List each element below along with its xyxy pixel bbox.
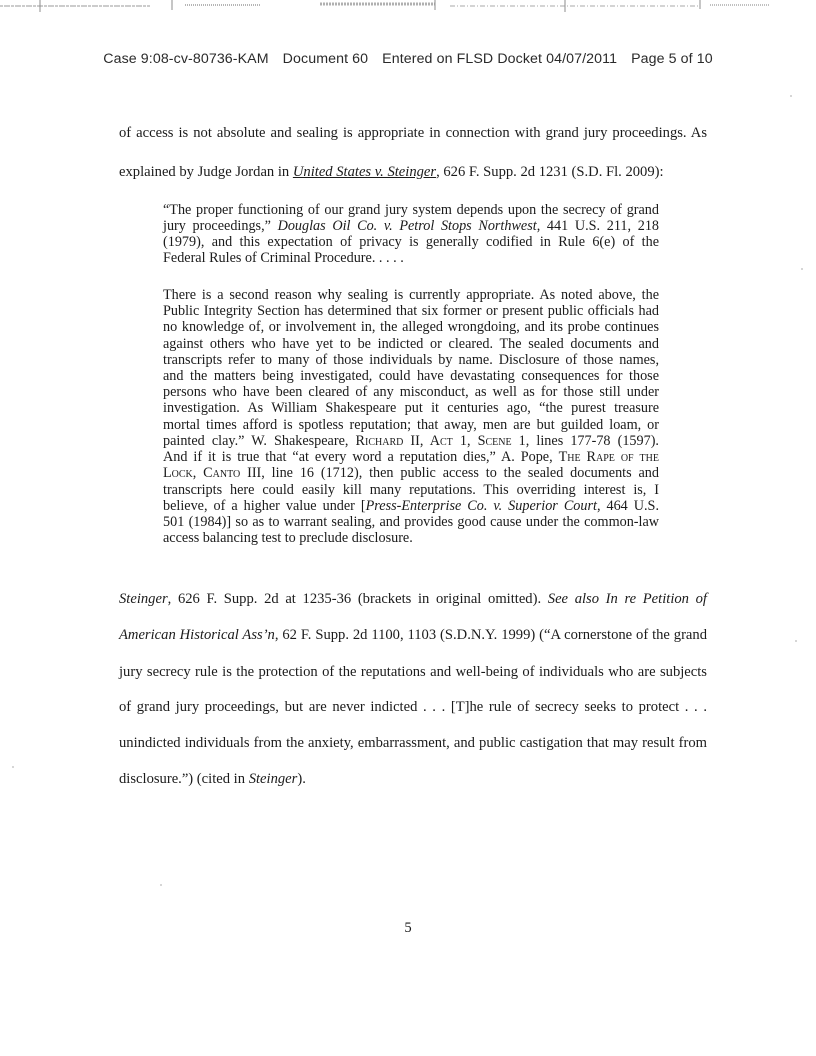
docket-header (0, 51, 816, 67)
quote-line: Federal Rules of Criminal Procedure. . . . . (163, 250, 404, 266)
page-number: 5 (404, 920, 412, 936)
scan-artifact-top (0, 0, 816, 14)
quote-line: jury proceedings,” Douglas Oil Co. v. Petrol Stops Northwest, 441 U.S. 211, 218 (163, 218, 660, 234)
quote-line: investigation. As William Shakespeare put it centuries ago, “the purest treasure (163, 400, 659, 416)
quote-line: Lock, Canto III, line 16 (1712), then public access to the sealed documents and (163, 465, 659, 481)
quote-line: painted clay.” W. Shakespeare, Richard II, Act 1, Scene 1, lines 177-78 (1597). (163, 433, 659, 449)
header-entered-date: Entered on FLSD Docket 04/07/2011 (382, 51, 618, 67)
case-citation: See also In re Petition of (547, 591, 707, 607)
body-line: American Historical Ass’n, 62 F. Supp. 2d 1100, 1103 (S.D.N.Y. 1999) (“A cornerstone of the grand (119, 627, 708, 643)
scan-speck (801, 268, 803, 270)
work-title: The Rape of the (558, 449, 659, 465)
body-line: of grand jury proceedings, but are never indicted . . . [T]he rule of secrecy seeks to protect . . . (119, 699, 707, 715)
body-line: unindicted individuals from the anxiety, embarrassment, and public castigation that may result from (119, 735, 707, 751)
scan-speck (795, 640, 797, 642)
quote-line: Public Integrity Section has determined that six former or present public officials had (163, 303, 659, 319)
case-citation: Press-Enterprise Co. v. Superior Court (365, 498, 597, 514)
work-title: Richard II, Act 1, Scene 1 (355, 433, 526, 449)
quote-line: and the matters being investigated, could have devastating consequences for those (163, 368, 659, 384)
case-citation: Douglas Oil Co. v. Petrol Stops Northwest (277, 218, 537, 234)
case-citation: Steinger (119, 591, 168, 607)
quote-line: against others who have yet to be indicted or cleared. The sealed documents and (163, 336, 659, 352)
quote-line: mortal times afford is spotless reputation; that away, men are but guilded loam, or (163, 417, 659, 433)
body-line: jury secrecy rule is the protection of the reputations and well-being of individuals who are subjects (119, 664, 707, 680)
quote-line: transcripts here could easily kill many reputations. This overriding interest is, I (163, 482, 659, 498)
case-citation: American Historical Ass’n (119, 627, 275, 643)
header-case-number: Case 9:08-cv-80736-KAM (103, 51, 269, 67)
quote-line: 501 (1984)] so as to warrant sealing, and provides good cause under the common-law (163, 514, 659, 530)
quote-line: believe, of a higher value under [Press-Enterprise Co. v. Superior Court, 464 U.S. (163, 498, 659, 514)
quote-line: transcripts refer to many of those individuals by name. Disclosure of those names, (163, 352, 659, 368)
body-line: of access is not absolute and sealing is appropriate in connection with grand jury proceedings. As (119, 125, 707, 141)
quote-line: no knowledge of, or involvement in, the alleged wrongdoing, and its probe continues (163, 319, 659, 335)
body-line: explained by Judge Jordan in United States v. Steinger, 626 F. Supp. 2d 1231 (S.D. Fl. 2009): (119, 164, 664, 180)
scan-speck (12, 766, 14, 768)
header-page-count: Page 5 of 10 (631, 51, 713, 67)
scan-speck (160, 884, 162, 886)
quote-line: And if it is true that “at every word a reputation dies,” A. Pope, The Rape of the (163, 449, 659, 465)
case-citation: Steinger (248, 771, 298, 787)
body-line: Steinger, 626 F. Supp. 2d at 1235-36 (brackets in original omitted). See also In re Petition of (119, 591, 707, 607)
quote-line: “The proper functioning of our grand jury system depends upon the secrecy of grand (163, 202, 659, 218)
quote-line: access balancing test to preclude disclosure. (163, 530, 413, 546)
quote-line: There is a second reason why sealing is currently appropriate. As noted above, the (163, 287, 659, 303)
quote-line: (1979), and this expectation of privacy is generally codified in Rule 6(e) of the (163, 234, 659, 250)
case-citation: United States v. Steinger (292, 164, 437, 180)
quote-line: persons who have been cleared of any misconduct, as well as for those still under (163, 384, 659, 400)
work-title: Lock, Canto III (163, 465, 262, 481)
scan-speck (790, 95, 792, 97)
header-document-number: Document 60 (282, 51, 369, 67)
body-line: disclosure.”) (cited in Steinger). (119, 771, 306, 787)
